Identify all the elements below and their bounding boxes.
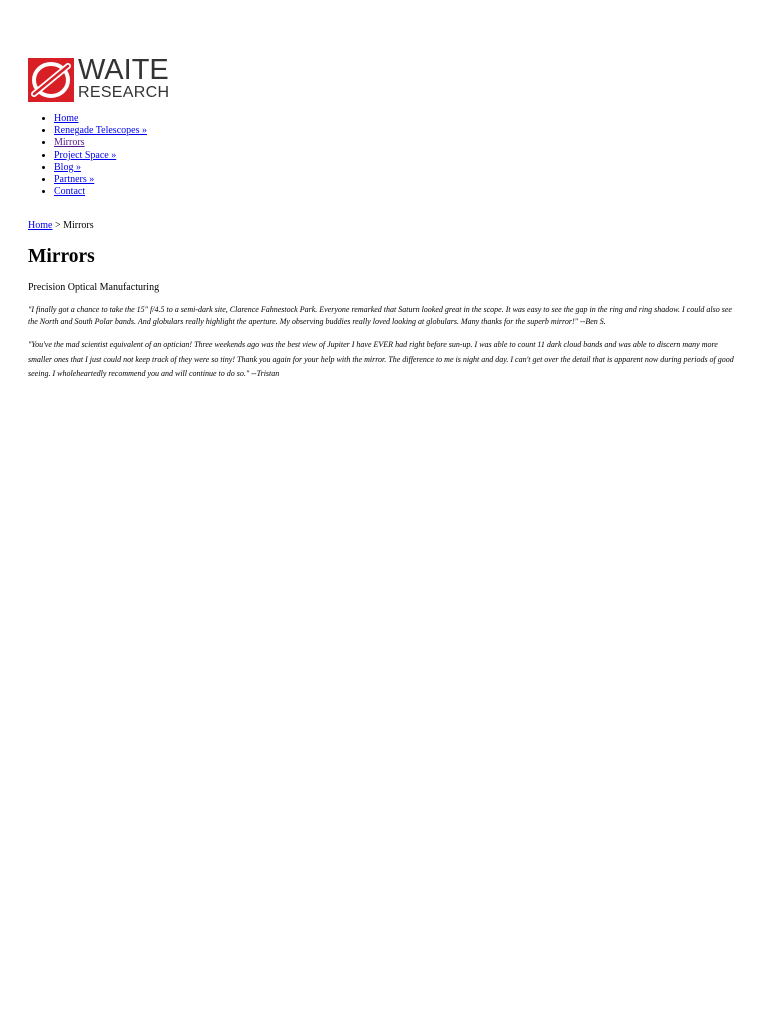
- logo-mark-icon: [28, 58, 74, 102]
- breadcrumb-separator: >: [54, 220, 61, 231]
- nav-link-project-space[interactable]: Project Space »: [54, 149, 117, 161]
- nav-item-home: [54, 113, 147, 125]
- nav-item-contact: [54, 186, 147, 198]
- brand-name-line2: RESEARCH: [78, 84, 170, 101]
- breadcrumb-current: Mirrors: [63, 220, 94, 231]
- nav-item-blog: [54, 162, 147, 174]
- nav-link-renegade-telescopes[interactable]: Renegade Telescopes »: [54, 125, 147, 137]
- nav-link-mirrors[interactable]: Mirrors: [54, 137, 85, 149]
- main-nav: [28, 113, 147, 198]
- nav-item-partners: [54, 174, 147, 186]
- testimonial-quote: "I finally got a chance to take the 15" f/4.5 to a semi-dark site, Clarence Fahnestock Park. Everyone remarked that Saturn looked great in the scope. It was easy to see the gap in the ring and ring shadow. I could also see the North and South Polar bands. And globulars really highlight the aperture. My observing buddies really loved looking at globulars. Many thanks for the superb mirror!" --Ben S.: [28, 305, 732, 326]
- nav-link-home[interactable]: Home: [54, 113, 79, 124]
- breadcrumb: [28, 219, 94, 232]
- nav-link-contact[interactable]: Contact: [54, 186, 86, 198]
- nav-item-mirrors: [54, 137, 147, 149]
- brand-logo[interactable]: [28, 54, 188, 104]
- nav-item-renegade-telescopes: [54, 125, 147, 137]
- nav-link-blog[interactable]: Blog »: [54, 161, 81, 173]
- page-subtitle: Precision Optical Manufacturing: [28, 282, 160, 293]
- breadcrumb-home-link[interactable]: Home: [28, 220, 53, 231]
- testimonial-quote: "You've the mad scientist equivalent of an optician! Three weekends ago was the best view of Jupiter I have EVER had right before sun-up. I was able to count 11 dark cloud bands and was able to discern many more smaller ones that I just could not keep track of they were so tiny! Thank you again for your help with the mirror. The difference to me is night and day. I can't get over the detail that is apparent now during periods of good seeing. I wholeheartedly recommend you and will continue to do so." --Tristan: [28, 340, 734, 378]
- nav-link-partners[interactable]: Partners »: [54, 174, 95, 186]
- nav-item-project-space: [54, 150, 147, 162]
- brand-name-line1: WAITE: [78, 54, 169, 86]
- page-title: Mirrors: [28, 246, 95, 267]
